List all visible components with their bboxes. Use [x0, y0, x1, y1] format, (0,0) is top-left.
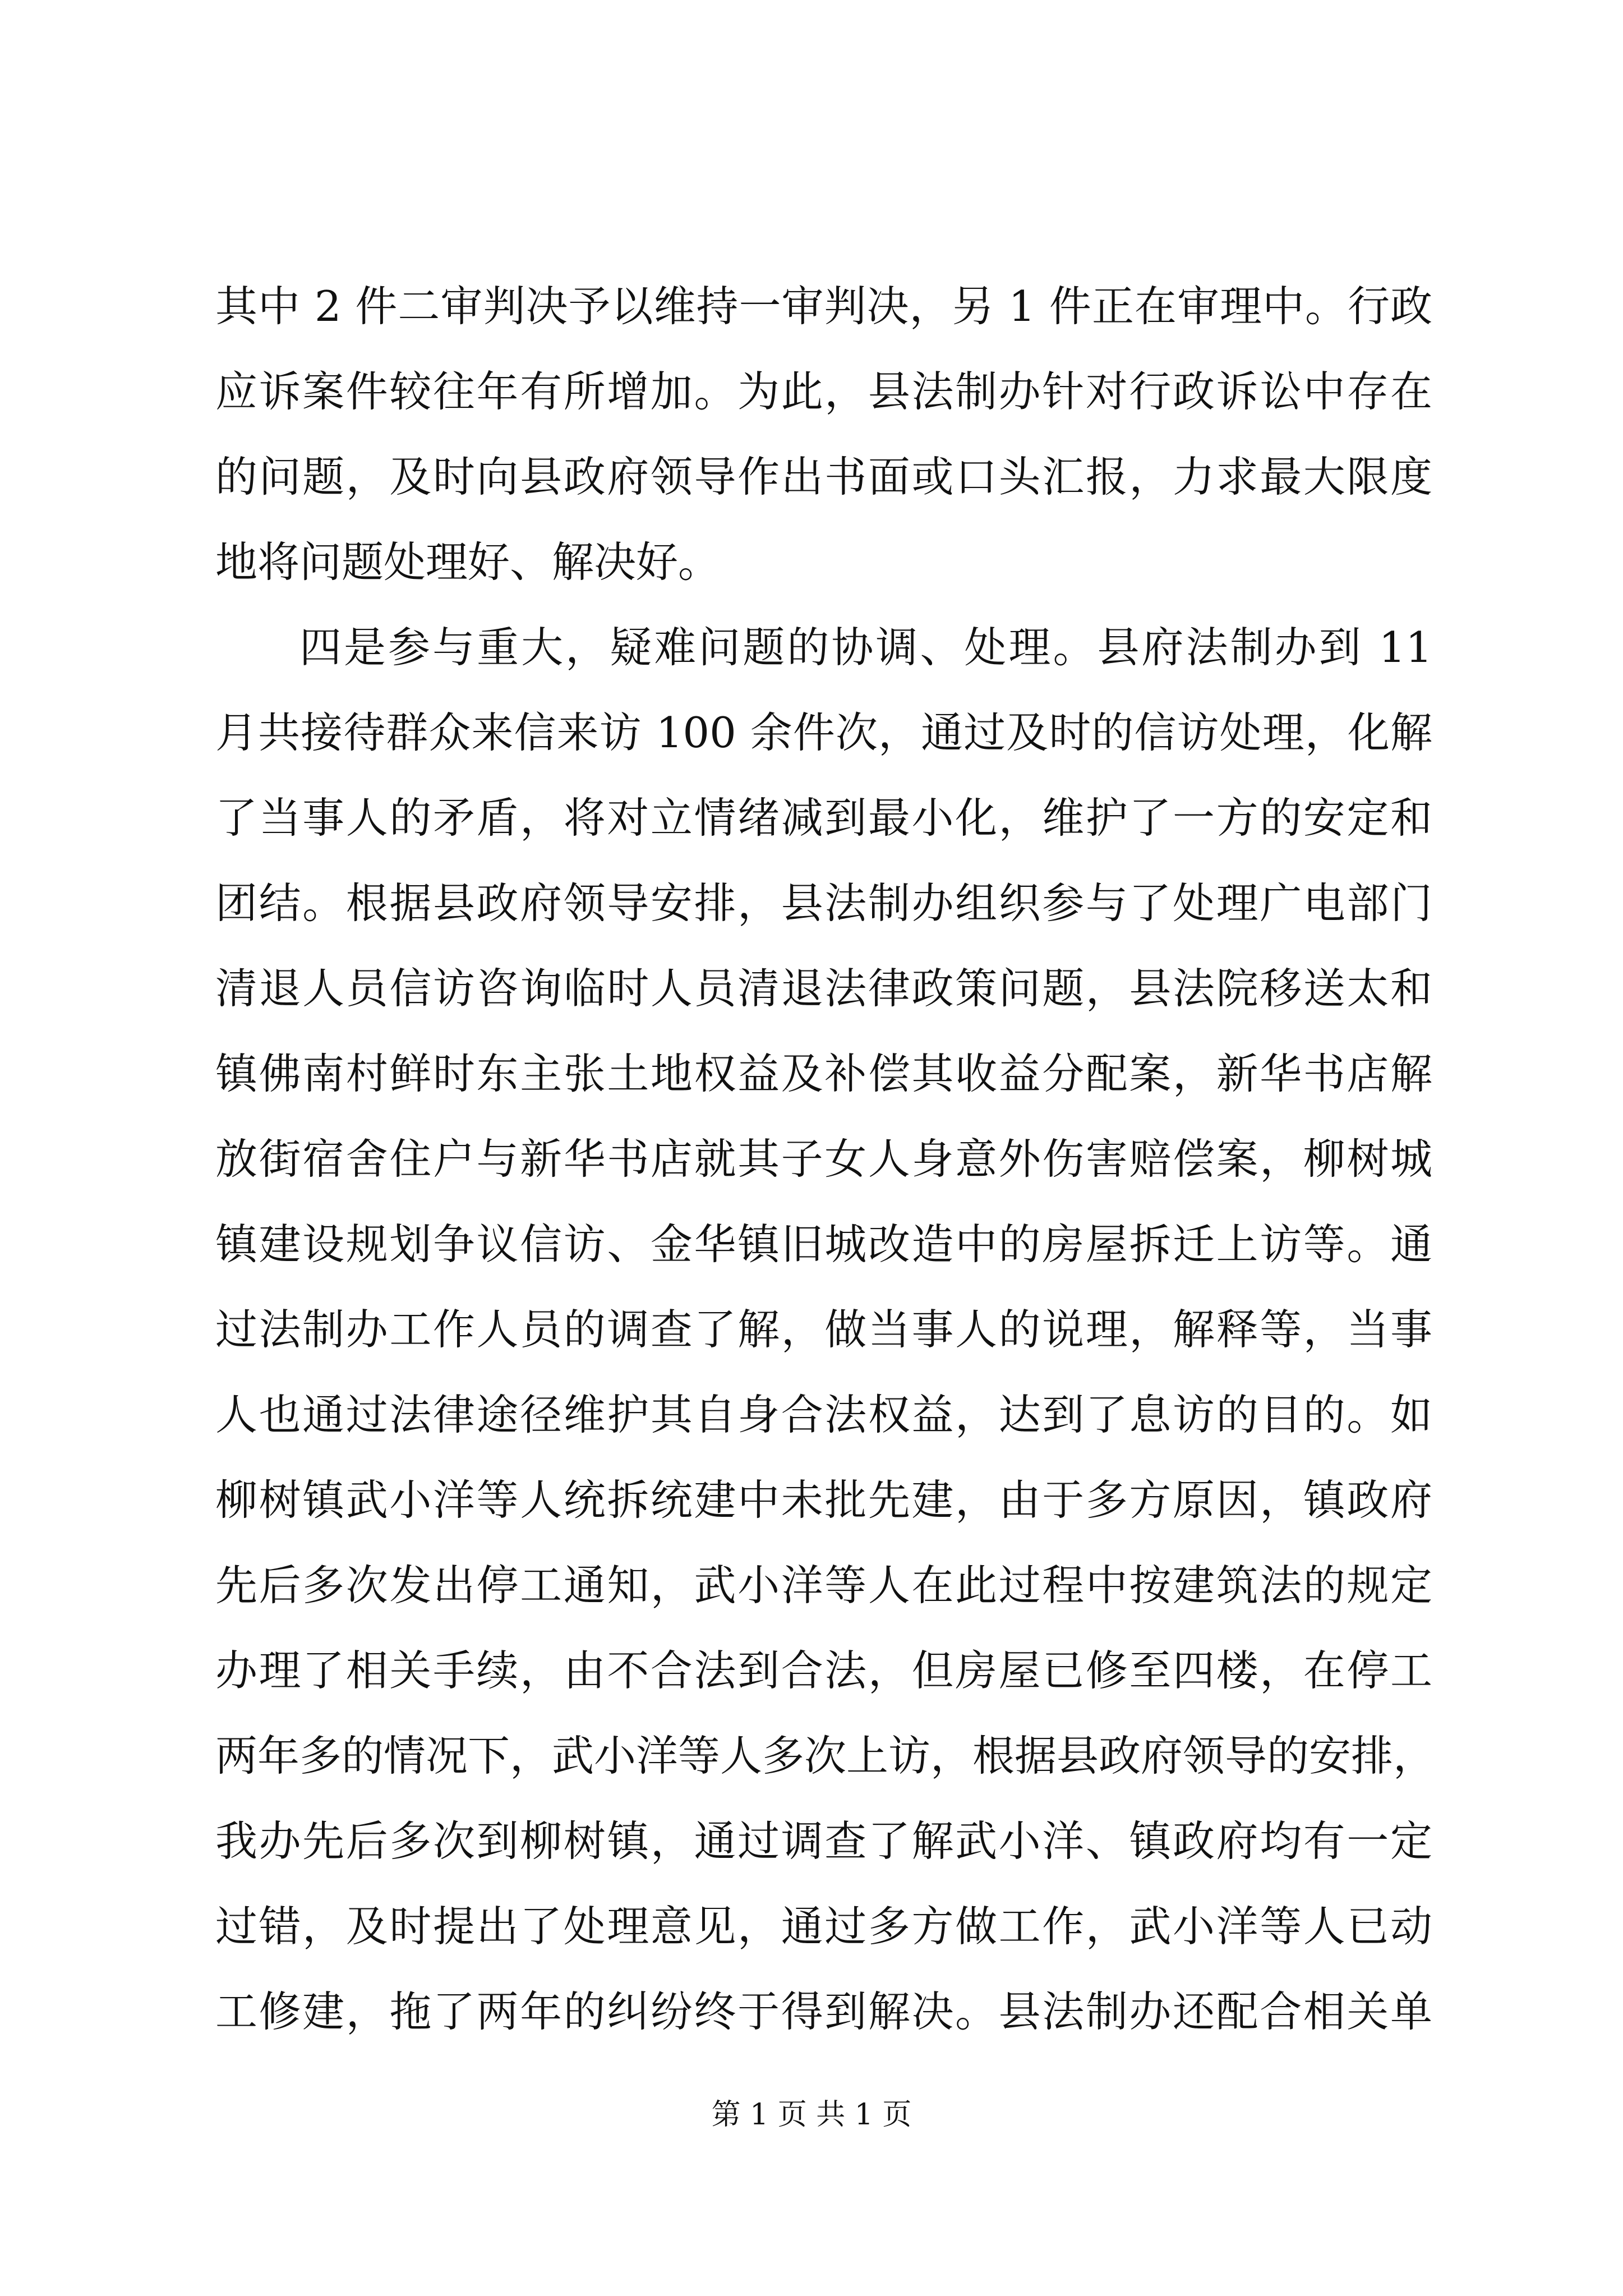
text-line: 柳树镇武小洋等人统拆统建中未批先建，由于多方原因，镇政府 — [215, 1475, 1432, 1525]
paragraph-2 — [215, 605, 1436, 2054]
text-line: 镇建设规划争议信访、金华镇旧城改造中的房屋拆迁上访等。通 — [215, 1220, 1432, 1269]
text-line: 工修建，拖了两年的纠纷终于得到解决。县法制办还配合相关单 — [215, 1987, 1432, 2036]
text-line: 镇佛南村鲜时东主张土地权益及补偿其收益分配案，新华书店解 — [215, 1049, 1432, 1098]
text-line: 的问题，及时向县政府领导作出书面或口头汇报，力求最大限度 — [215, 452, 1432, 501]
text-line: 团结。根据县政府领导安排，县法制办组织参与了处理广电部门 — [215, 878, 1432, 928]
text-line: 放街宿舍住户与新华书店就其子女人身意外伤害赔偿案，柳树城 — [215, 1134, 1432, 1184]
text-line: 应诉案件较往年有所增加。为此，县法制办针对行政诉讼中存在 — [215, 367, 1432, 416]
page-number: 第 1 页 共 1 页 — [711, 2098, 912, 2132]
text-line: 人也通过法律途径维护其自身合法权益，达到了息访的目的。如 — [215, 1390, 1432, 1439]
page-footer — [0, 2095, 1623, 2134]
paragraph-1 — [215, 264, 1432, 605]
text-line: 先后多次发出停工通知，武小洋等人在此过程中按建筑法的规定 — [215, 1561, 1432, 1610]
text-line: 其中 2 件二审判决予以维持一审判决，另 1 件正在审理中。行政 — [215, 282, 1432, 331]
text-line: 过法制办工作人员的调查了解，做当事人的说理，解释等，当事 — [215, 1305, 1432, 1354]
text-line: 了当事人的矛盾，将对立情绪减到最小化，维护了一方的安定和 — [215, 793, 1432, 843]
text-line: 办理了相关手续，由不合法到合法，但房屋已修至四楼，在停工 — [215, 1646, 1432, 1695]
text-line: 两年多的情况下，武小洋等人多次上访，根据县政府领导的安排， — [215, 1731, 1436, 1780]
document-body — [215, 264, 1436, 2054]
text-line: 过错，及时提出了处理意见，通过多方做工作，武小洋等人已动 — [215, 1902, 1432, 1951]
text-line: 我办先后多次到柳树镇，通过调查了解武小洋、镇政府均有一定 — [215, 1816, 1432, 1866]
text-line: 地将问题处理好、解决好。 — [215, 537, 721, 587]
text-line: 清退人员信访咨询临时人员清退法律政策问题，县法院移送太和 — [215, 964, 1432, 1013]
text-line: 月共接待群众来信来访 100 余件次，通过及时的信访处理，化解 — [215, 708, 1432, 757]
text-line: 四是参与重大，疑难问题的协调、处理。县府法制办到 11 — [299, 623, 1432, 672]
